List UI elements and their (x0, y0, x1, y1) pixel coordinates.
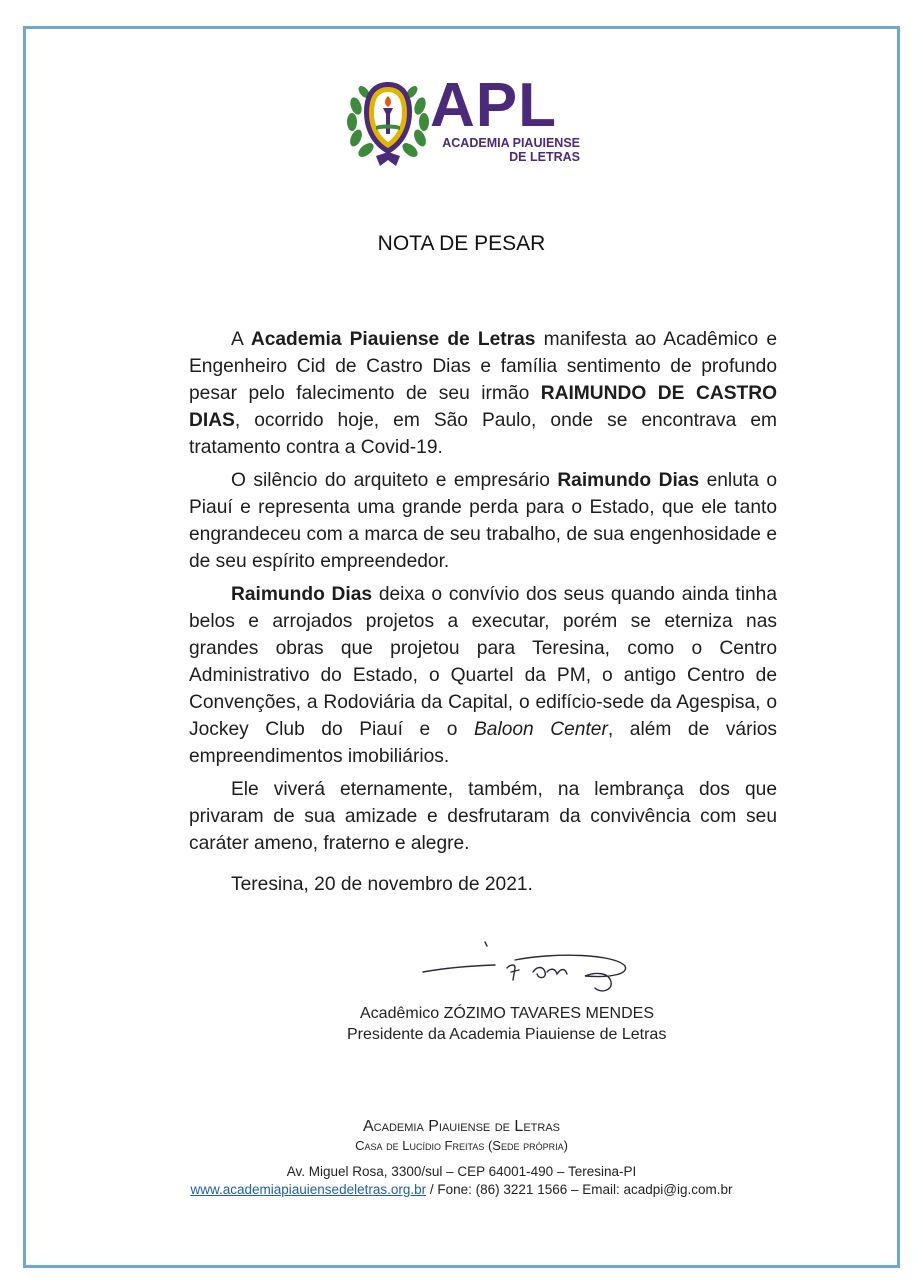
logo-subtitle-line1: ACADEMIA PIAUIENSE (442, 136, 580, 150)
text-segment: enluta o Piauí e representa uma grande perda para o Estado, que ele tanto engrandeceu com a marca de seu trabalho, de sua engenhosidade e de seu espírito empreendedor. (189, 470, 777, 572)
logo-acronym: APL (430, 71, 557, 140)
signatory-name: Acadêmico ZÓZIMO TAVARES MENDES (360, 1005, 654, 1022)
seal-emblem-icon (346, 76, 430, 168)
paragraph-3 (189, 581, 777, 770)
document-title: NOTA DE PESAR (377, 232, 546, 255)
bold-deceased-name: RAIMUNDO DE CASTRO DIAS (189, 383, 777, 431)
text-segment: A (231, 329, 251, 350)
text-segment: O silêncio do arquiteto e empresário (231, 470, 558, 491)
contact-details: / Fone: (86) 3221 1566 – Email: acadpi@ig.com.br (426, 1182, 733, 1197)
text-segment: , ocorrido hoje, em São Paulo, onde se encontrava em tratamento contra a Covid-19. (189, 410, 777, 458)
bold-name: Raimundo Dias (231, 584, 373, 605)
footer-address: Av. Miguel Rosa, 3300/sul – CEP 64001-490 – Teresina-PI (286, 1164, 637, 1179)
website-link[interactable]: www.academiapiauiensedeletras.org.br (190, 1182, 427, 1197)
paragraph-2 (189, 467, 777, 575)
signatory-role: Presidente da Academia Piauiense de Letras (347, 1026, 667, 1043)
bold-org-name: Academia Piauiense de Letras (250, 329, 536, 350)
apl-logo (346, 71, 586, 168)
footer-house: Casa de Lucídio Freitas (Sede própria) (355, 1138, 568, 1153)
text-segment: manifesta ao Acadêmico e Engenheiro Cid de Castro Dias e família sentimento de profundo pesar pelo falecimento de seu irmão (189, 329, 777, 404)
logo-subtitle (432, 136, 580, 164)
footer-contact (0, 1182, 923, 1197)
paragraph-1 (189, 326, 777, 461)
signature-icon (415, 938, 635, 1000)
bold-name: Raimundo Dias (557, 470, 700, 491)
date-line: Teresina, 20 de novembro de 2021. (231, 874, 533, 895)
paragraph-4: Ele viverá eternamente, também, na lembrança dos que privaram de sua amizade e desfrutaram da convivência com seu caráter ameno, fraterno e alegre. (189, 779, 777, 854)
text-segment: deixa o convívio dos seus quando ainda tinha belos e arrojados projetos a executar, porém se eterniza nas grandes obras que projetou para Teresina, como o Centro Administrativo do Estado, o Quartel da PM, o antigo Centro de Convenções, a Rodoviária da Capital, o edifício-sede da Agespisa, o Jockey Club do Piauí e o (189, 584, 777, 740)
document-body (189, 326, 777, 863)
italic-building-name: Baloon Center (473, 719, 608, 740)
logo-subtitle-line2: DE LETRAS (509, 150, 580, 164)
footer-org-name: Academia Piauiense de Letras (363, 1118, 560, 1135)
text-segment: , além de vários empreendimentos imobiliários. (189, 719, 778, 767)
